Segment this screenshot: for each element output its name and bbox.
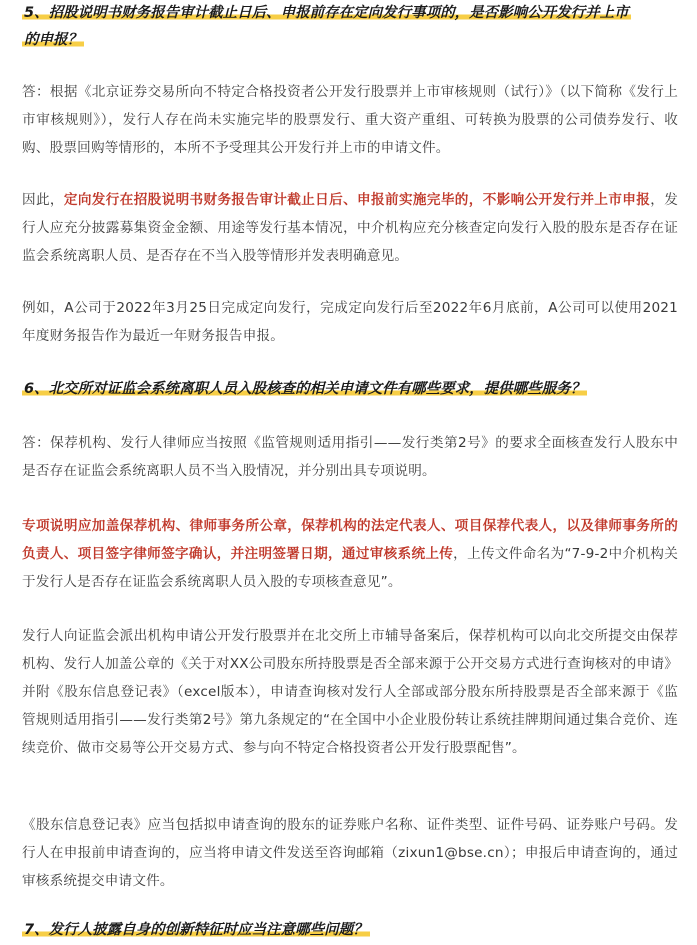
q5-answer-p2-rest: ，发行人应充分披露募集资金金额、用途等发行基本情况，中介机构应充分核查定向发行入股的股东是否存在证监会系统离职人员、是否存在不当入股等情形并发表明确意见。 (22, 192, 678, 264)
q5-answer-paragraph-2 (22, 186, 678, 270)
q5-answer-paragraph-3: 例如，A公司于2022年3月25日完成定向发行，完成定向发行后至2022年6月底前，A公司可以使用2021年度财务报告作为最近一年财务报告申报。 (22, 300, 678, 344)
q5-answer-p2-prefix: 因此， (22, 192, 64, 208)
q5-answer-paragraph-1: 答：根据《北京证券交易所向不特定合格投资者公开发行股票并上市审核规则（试行）》（以下简称《发行上市审核规则》），发行人存在尚未实施完毕的股票发行、重大资产重组、可转换为股票的公司债券发行、收购、股票回购等情形的，本所不予受理其公开发行并上市的申请文件。 (22, 84, 678, 156)
q6-answer-paragraph-4: 《股东信息登记表》应当包括拟申请查询的股东的证券账户名称、证件类型、证件号码、证券账户号码。发行人在申报前申请查询的，应当将申请文件发送至咨询邮箱（zixun1@bse.cn）；申报后申请查询的，通过审核系统提交申请文件。 (22, 817, 678, 889)
q6-answer-paragraph-3: 发行人向证监会派出机构申请公开发行股票并在北交所上市辅导备案后，保荐机构可以向北交所提交由保荐机构、发行人加盖公章的《关于对XX公司股东所持股票是否全部来源于公开交易方式进行查询核对的申请》并附《股东信息登记表》（excel版本），申请查询核对发行人全部或部分股东所持股票是否全部来源于《监管规则适用指引——发行类第2号》第九条规定的“在全国中小企业股份转让系统挂牌期间通过集合竞价、连续竞价、做市交易等公开交易方式、参与向不特定合格投资者公开发行股票配售”。 (22, 628, 678, 756)
question-5-line-1: 5、招股说明书财务报告审计截止日后、申报前存在定向发行事项的，是否影响公开发行并上市 (24, 5, 629, 21)
q6-answer-paragraph-1: 答：保荐机构、发行人律师应当按照《监管规则适用指引——发行类第2号》的要求全面核查发行人股东中是否存在证监会系统离职人员不当入股情况，并分别出具专项说明。 (22, 435, 678, 479)
q6-answer-paragraph-2 (22, 512, 678, 596)
question-5-line-2: 的申报？ (24, 32, 82, 48)
question-7-title: 7、发行人披露自身的创新特征时应当注意哪些问题？ (24, 922, 368, 938)
q5-answer-p2-emphasis: 定向发行在招股说明书财务报告审计截止日后、申报前实施完毕的，不影响公开发行并上市申报 (63, 192, 651, 208)
q6-answer-p2-rest: ，上传文件命名为“7-9-2中介机构关于发行人是否存在证监会系统离职人员入股的专项核查意见”。 (22, 546, 678, 590)
question-6-title: 6、北交所对证监会系统离职人员入股核查的相关申请文件有哪些要求，提供哪些服务？ (24, 381, 586, 397)
question-7-heading (22, 917, 370, 944)
question-6-heading (22, 376, 587, 403)
q6-answer-p2-emphasis: 专项说明应加盖保荐机构、律师事务所公章，保荐机构的法定代表人、项目保荐代表人，以及律师事务所的负责人、项目签字律师签字确认，并注明签署日期，通过审核系统上传 (22, 518, 678, 562)
question-5-heading (22, 0, 631, 54)
